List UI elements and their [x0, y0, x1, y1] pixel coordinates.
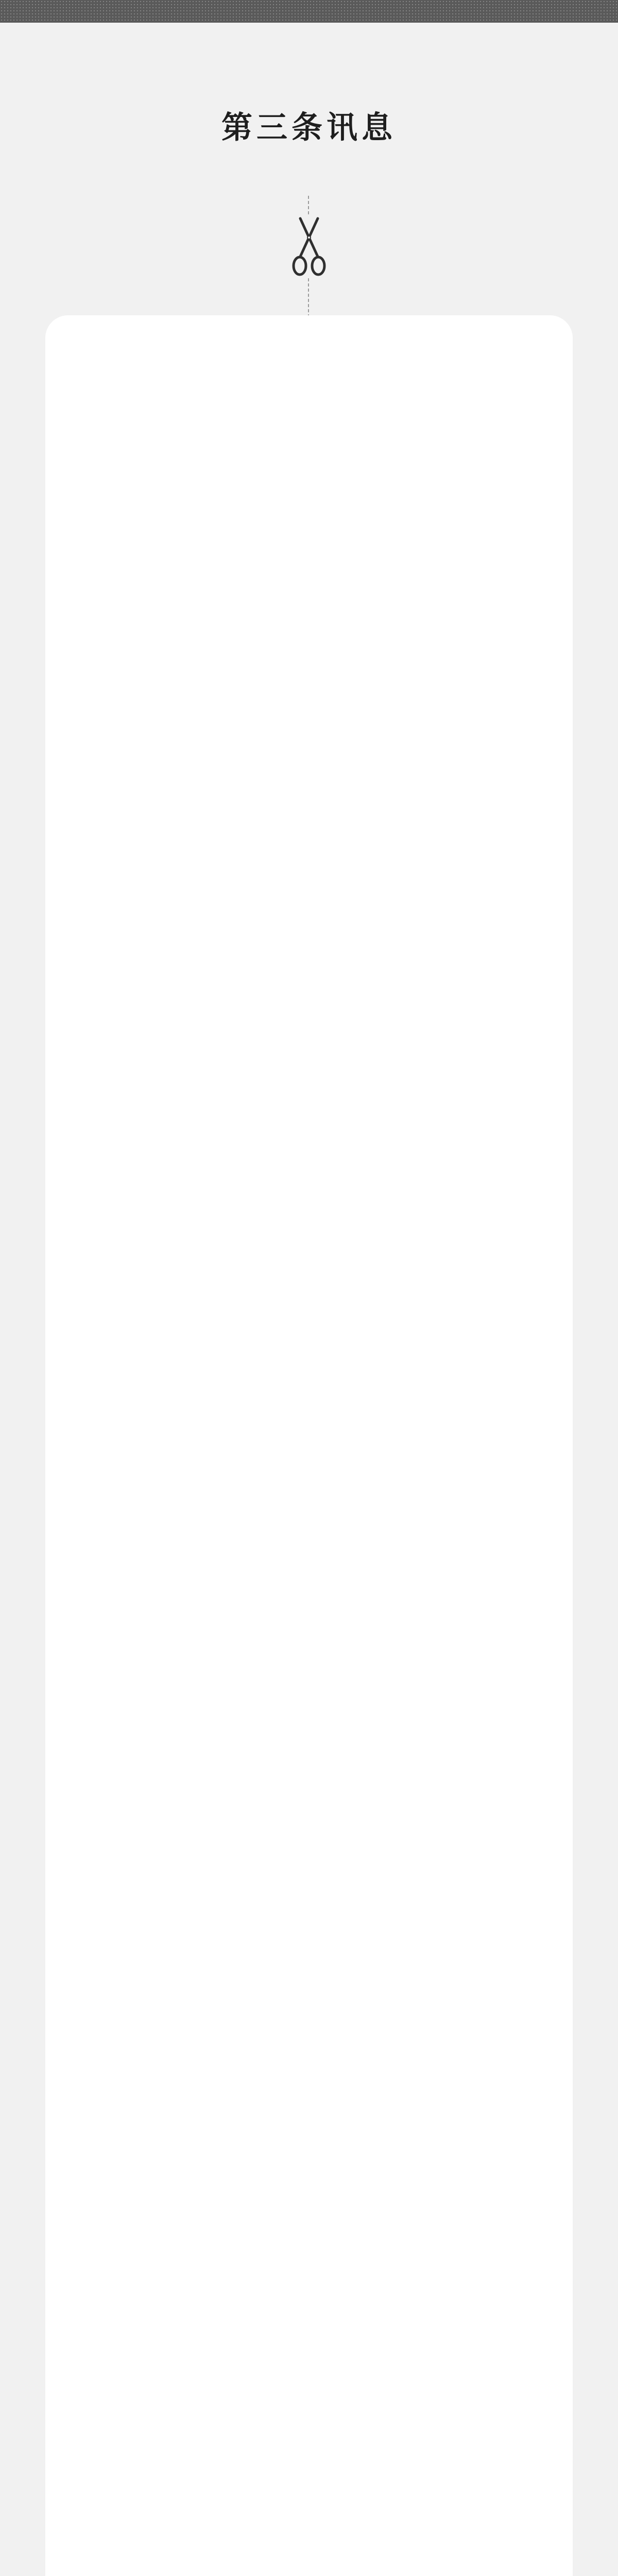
- story-line: [102, 2262, 516, 2289]
- story-line: [102, 1228, 516, 1255]
- story-line: [102, 849, 516, 875]
- story-line: [102, 1025, 516, 1052]
- story-paragraph: [102, 849, 516, 929]
- story-paragraph: [102, 1691, 516, 1799]
- story-paragraph: [102, 2550, 516, 2576]
- story-line: [102, 1542, 516, 1569]
- story-line: [102, 412, 516, 438]
- story-line: [102, 657, 516, 684]
- story-line: [102, 2358, 516, 2385]
- story-paragraph: [102, 385, 516, 438]
- story-line: [102, 2481, 516, 2507]
- story-line: [102, 2427, 516, 2454]
- story-line: [102, 1569, 516, 1596]
- story-paragraph: [102, 726, 516, 806]
- story-paragraph: [102, 1147, 516, 1255]
- story-paragraph: [102, 630, 516, 684]
- story-line: [102, 2113, 516, 2140]
- story-line: [102, 385, 516, 412]
- story-line: [102, 779, 516, 806]
- story-paragraph: [102, 1297, 516, 1377]
- story-line: [102, 534, 516, 561]
- story-paragraph: [102, 481, 516, 588]
- story-line: [102, 1052, 516, 1078]
- story-line: [102, 1772, 516, 1799]
- story-paragraph: [102, 1542, 516, 1649]
- story-line: [102, 902, 516, 929]
- story-line: [102, 2235, 516, 2262]
- story-line: [102, 998, 516, 1025]
- story-line: [102, 1446, 516, 1473]
- story-paragraph: [102, 2331, 516, 2385]
- story-line: [102, 875, 516, 902]
- story-line: [102, 2454, 516, 2481]
- story-line: [102, 1473, 516, 1500]
- story-paragraph: [102, 2427, 516, 2507]
- story-line: [102, 1419, 516, 1446]
- top-decorative-band: [0, 0, 618, 23]
- story-paragraph: [102, 1841, 516, 1948]
- story-line: [102, 1745, 516, 1772]
- story-line: [102, 1078, 516, 1105]
- story-line: [102, 1201, 516, 1228]
- story-line: [102, 2059, 516, 2086]
- story-line: [102, 1868, 516, 1894]
- story-accent-line: [102, 2209, 516, 2235]
- story-line: [102, 561, 516, 588]
- story-line: [102, 1841, 516, 1868]
- story-line: [102, 753, 516, 779]
- story-paragraph: [102, 1990, 516, 2017]
- story-line: [102, 1921, 516, 1948]
- story-line: [102, 1691, 516, 1718]
- story-line: [102, 1297, 516, 1324]
- story-line: [102, 971, 516, 998]
- story-paragraph: [102, 2059, 516, 2140]
- story-line: [102, 630, 516, 657]
- story-paragraph: [102, 2182, 516, 2289]
- story-line: [102, 1147, 516, 1174]
- scissors-icon: [291, 216, 327, 278]
- story-line: [102, 1174, 516, 1201]
- story-line: [102, 1622, 516, 1649]
- story-line: [102, 2182, 516, 2209]
- story-paragraph: [102, 971, 516, 1105]
- story-line: [102, 1350, 516, 1377]
- message-card: [45, 315, 573, 2576]
- story-body: [102, 385, 516, 2576]
- story-line: [102, 1324, 516, 1350]
- story-line: [102, 2550, 516, 2576]
- story-paragraph: [102, 1419, 516, 1500]
- story-line: [102, 1894, 516, 1921]
- page-title: 第三条讯息: [221, 110, 397, 146]
- story-line: [102, 726, 516, 753]
- story-line: [102, 2086, 516, 2113]
- story-line: [102, 507, 516, 534]
- story-line: [102, 2331, 516, 2358]
- story-line: [102, 1596, 516, 1622]
- story-line: [102, 481, 516, 507]
- story-line: [102, 1718, 516, 1745]
- story-line: [102, 1990, 516, 2017]
